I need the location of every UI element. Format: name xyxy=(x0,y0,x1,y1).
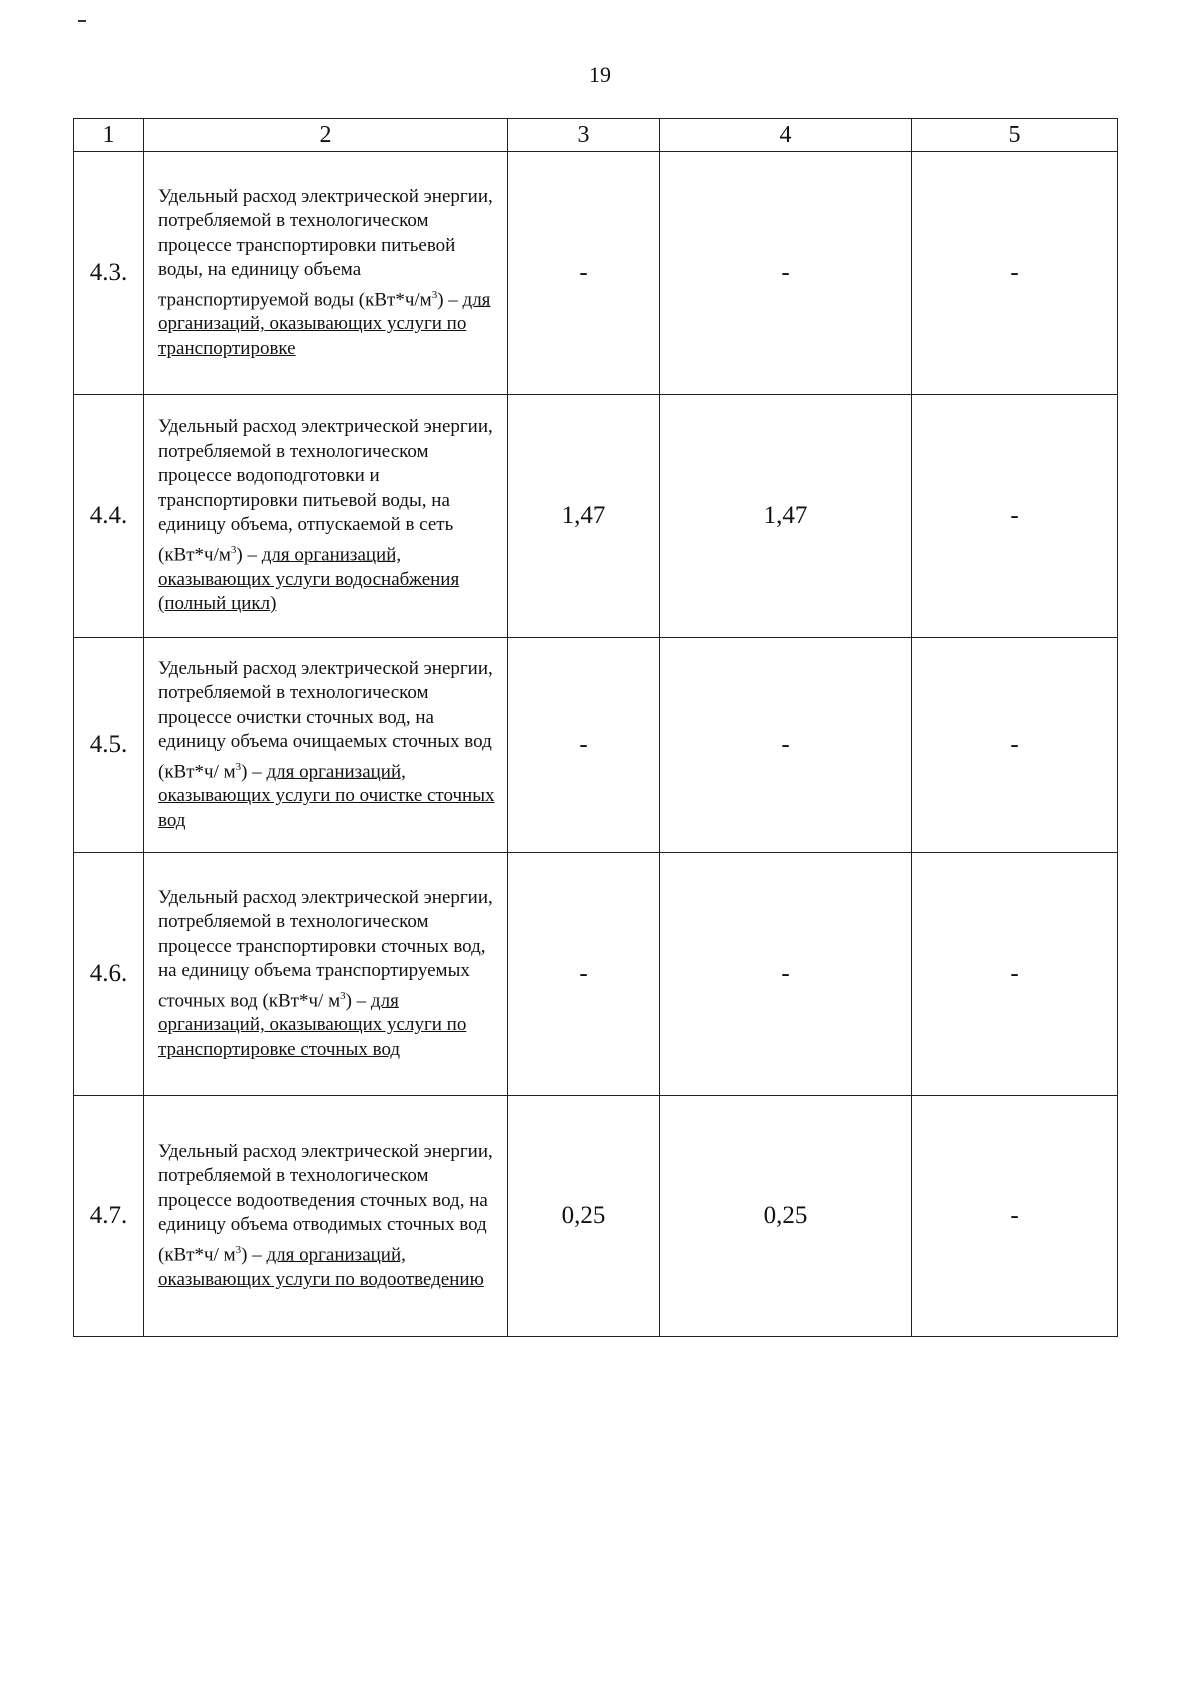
header-cell: 2 xyxy=(144,119,508,152)
page-number: 19 xyxy=(589,62,611,87)
value-col3: 1,47 xyxy=(508,395,660,638)
value-col5: - xyxy=(912,152,1118,395)
table-row xyxy=(74,152,1118,395)
table-row xyxy=(74,395,1118,638)
indicators-table xyxy=(73,118,1118,1337)
header-cell: 3 xyxy=(508,119,660,152)
value-col4: - xyxy=(660,853,912,1096)
row-number: 4.5. xyxy=(74,638,144,853)
value-col3: - xyxy=(508,638,660,853)
header-cell: 4 xyxy=(660,119,912,152)
row-description: Удельный расход электрической энергии, потребляемой в технологическом процессе транспортировки сточных вод, на единицу объема транспортируемых сточных вод (кВт*ч/ $м^3$) – для организаций, оказывающих услуги по транспортировке сточных вод xyxy=(144,853,508,1096)
value-col4: 0,25 xyxy=(660,1096,912,1337)
value-col3: - xyxy=(508,853,660,1096)
row-description: Удельный расход электрической энергии, потребляемой в технологическом процессе водоподготовки и транспортировки питьевой воды, на единицу объема, отпускаемой в сеть $(кВт*ч/м^3)$ – для организаций, оказывающих услуги водоснабжения (полный цикл) xyxy=(144,395,508,638)
table-row xyxy=(74,853,1118,1096)
value-col5: - xyxy=(912,1096,1118,1337)
value-col3: - xyxy=(508,152,660,395)
row-number: 4.7. xyxy=(74,1096,144,1337)
row-description: Удельный расход электрической энергии, потребляемой в технологическом процессе транспортировки питьевой воды, на единицу объема транспортируемой воды $(кВт*ч/м^3)$ – для организаций, оказывающих услуги по транспортировке xyxy=(144,152,508,395)
header-cell: 5 xyxy=(912,119,1118,152)
table-header-row xyxy=(74,119,1118,152)
value-col5: - xyxy=(912,638,1118,853)
value-col4: 1,47 xyxy=(660,395,912,638)
table-row xyxy=(74,1096,1118,1337)
value-col4: - xyxy=(660,152,912,395)
header-cell: 1 xyxy=(74,119,144,152)
row-number: 4.6. xyxy=(74,853,144,1096)
value-col3: 0,25 xyxy=(508,1096,660,1337)
scan-mark xyxy=(78,20,86,22)
value-col4: - xyxy=(660,638,912,853)
value-col5: - xyxy=(912,853,1118,1096)
value-col5: - xyxy=(912,395,1118,638)
row-number: 4.3. xyxy=(74,152,144,395)
table-row xyxy=(74,638,1118,853)
row-description: Удельный расход электрической энергии, потребляемой в технологическом процессе очистки сточных вод, на единицу объема очищаемых сточных вод (кВт*ч/ $м^3$) – для организаций, оказывающих услуги по очистке сточных вод xyxy=(144,638,508,853)
row-description: Удельный расход электрической энергии, потребляемой в технологическом процессе водоотведения сточных вод, на единицу объема отводимых сточных вод (кВт*ч/ $м^3$) – для организаций, оказывающих услуги по водоотведению xyxy=(144,1096,508,1337)
row-number: 4.4. xyxy=(74,395,144,638)
